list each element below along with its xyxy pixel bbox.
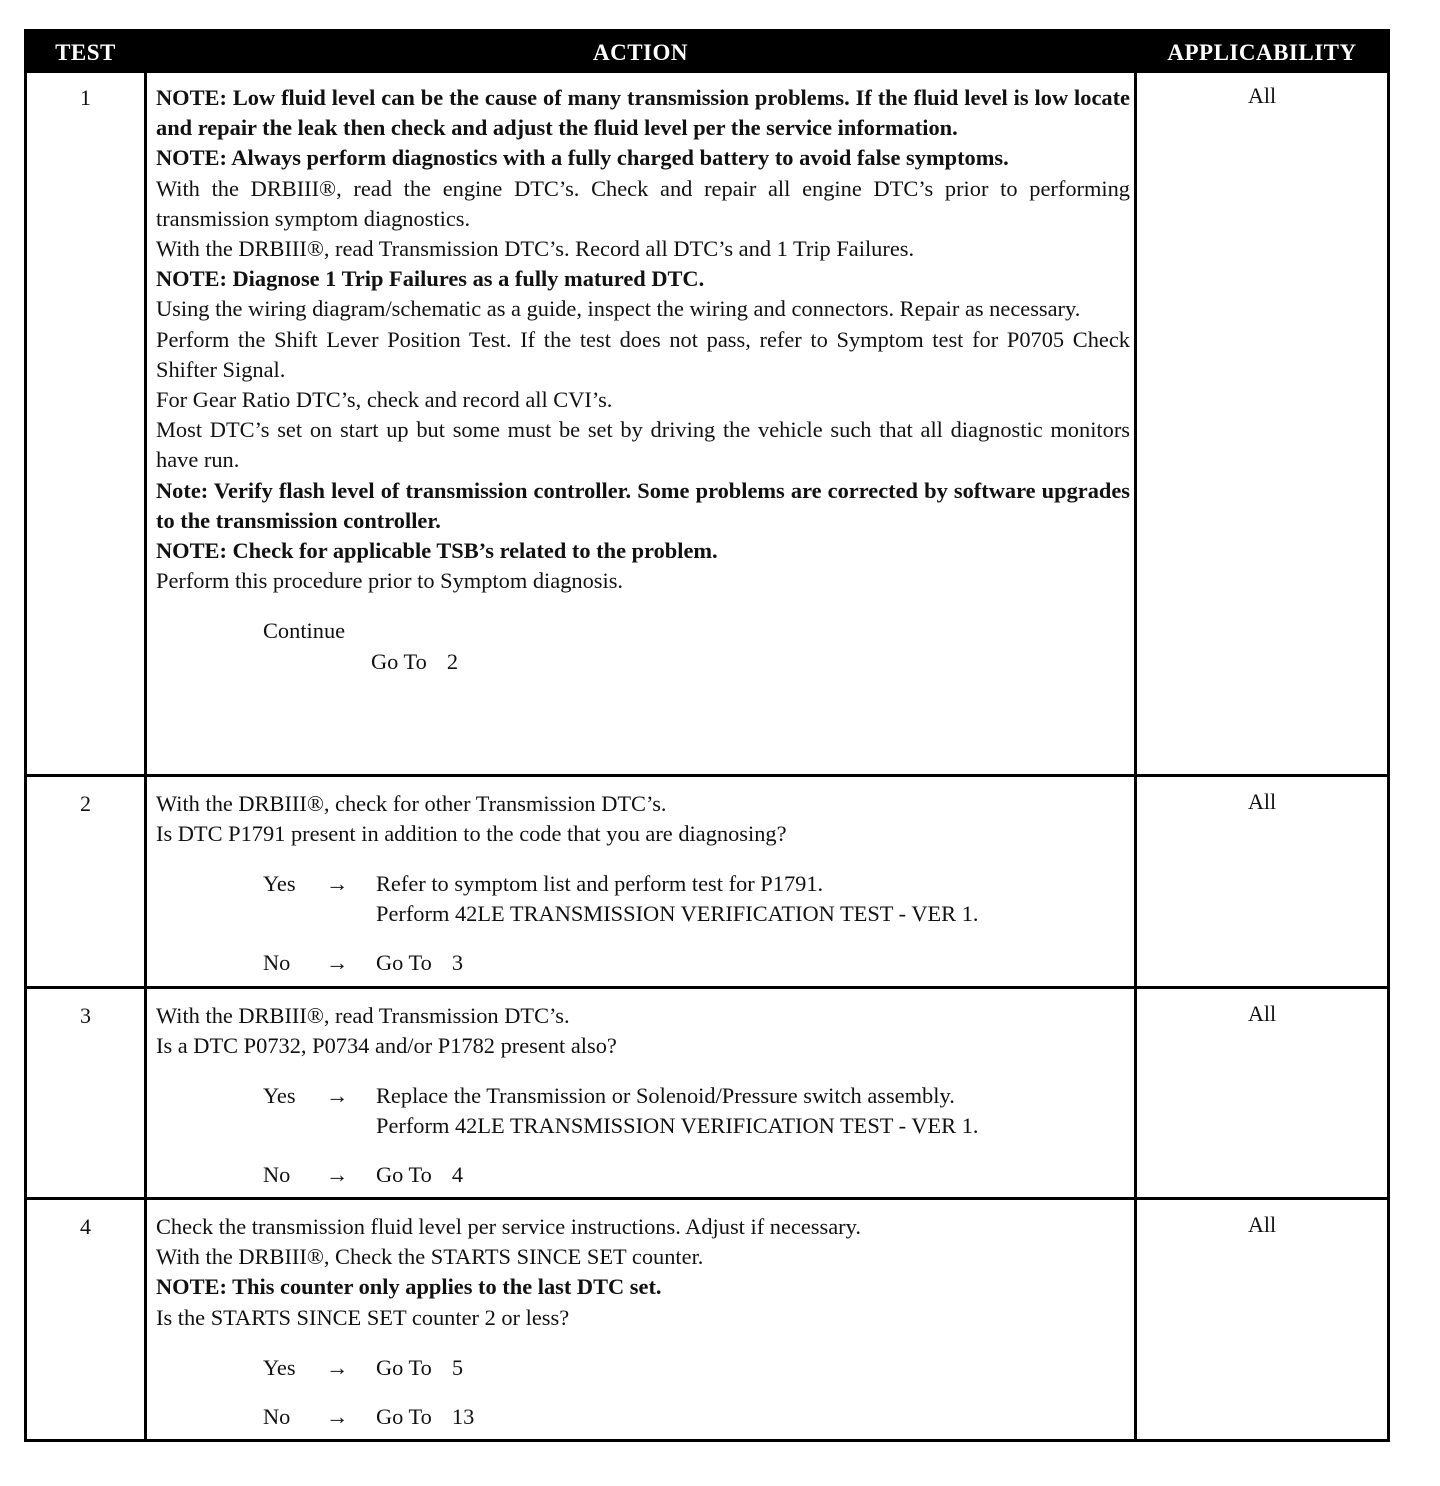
applicability-2: All xyxy=(1247,789,1277,814)
instruction-text: With the DRBIII®, Check the STARTS SINCE SET counter. xyxy=(156,1244,704,1270)
action-cell-2 xyxy=(156,789,1130,978)
table-header xyxy=(27,32,1387,73)
note-text: NOTE: This counter only applies to the last DTC set. xyxy=(156,1274,662,1300)
goto-target: 3 xyxy=(451,950,464,976)
goto-link[interactable] xyxy=(376,1353,463,1383)
note-text: NOTE: Check for applicable TSB’s related to the problem. xyxy=(156,538,718,564)
no-label: No xyxy=(263,1162,291,1188)
applicability-4: All xyxy=(1247,1212,1277,1237)
goto-label: Go To xyxy=(376,1162,432,1188)
instruction-text: Is a DTC P0732, P0734 and/or P1782 present also? xyxy=(156,1033,617,1059)
note-text: NOTE: Diagnose 1 Trip Failures as a fully matured DTC. xyxy=(156,266,705,292)
instruction-text: With the DRBIII®, read Transmission DTC’s. xyxy=(156,1003,570,1028)
test-number-4: 4 xyxy=(80,1214,91,1239)
applicability-3: All xyxy=(1247,1001,1277,1026)
goto-target: 2 xyxy=(446,648,459,674)
instruction-text: Is DTC P1791 present in addition to the code that you are diagnosing? xyxy=(156,821,787,847)
goto-target: 4 xyxy=(451,1162,464,1188)
spacer xyxy=(156,1061,1130,1081)
header-test: TEST xyxy=(55,40,116,65)
no-label: No xyxy=(263,1403,291,1429)
no-branch[interactable] xyxy=(156,948,1130,978)
action-cell-4 xyxy=(156,1212,1130,1432)
arrow-right-icon: → xyxy=(326,1354,349,1380)
yes-branch[interactable] xyxy=(156,1081,1130,1141)
spacer xyxy=(156,849,1130,869)
instruction-text: Perform this procedure prior to Symptom diagnosis. xyxy=(156,568,624,594)
goto-label: Go To xyxy=(376,1354,432,1380)
action-cell-1 xyxy=(156,83,1130,677)
row-divider-2 xyxy=(27,986,1387,989)
goto-link[interactable] xyxy=(156,647,1130,677)
instruction-text: With the DRBIII®, check for other Transmission DTC’s. xyxy=(156,791,667,816)
header-applicability: APPLICABILITY xyxy=(1167,40,1357,65)
note-text: NOTE: Always perform diagnostics with a fully charged battery to avoid false symptoms. xyxy=(156,145,1009,171)
instruction-text: For Gear Ratio DTC’s, check and record all CVI’s. xyxy=(156,387,613,413)
spacer xyxy=(156,1383,1130,1402)
spacer xyxy=(156,596,1130,616)
goto-link[interactable] xyxy=(376,948,463,978)
yes-branch[interactable] xyxy=(156,869,1130,929)
row-divider-3 xyxy=(27,1197,1387,1200)
arrow-right-icon: → xyxy=(326,1403,349,1429)
instruction-text: Using the wiring diagram/schematic as a guide, inspect the wiring and connectors. Repair as necessary. xyxy=(156,296,1081,322)
goto-label: Go To xyxy=(376,1403,432,1429)
goto-link[interactable] xyxy=(376,1160,463,1190)
instruction-text: With the DRBIII®, read the engine DTC’s. Check and repair all engine DTC’s prior to performing transmission symptom diagnostics. xyxy=(156,175,1130,231)
note-text: Note: Verify flash level of transmission controller. Some problems are corrected by software upgrades to the transmission controller. xyxy=(156,477,1130,533)
instruction-text: Check the transmission fluid level per service instructions. Adjust if necessary. xyxy=(156,1214,861,1239)
diagnostic-table xyxy=(24,29,1390,1442)
yes-result: Perform 42LE TRANSMISSION VERIFICATION TEST - VER 1. xyxy=(376,901,979,927)
header-action: ACTION xyxy=(592,40,688,65)
arrow-right-icon: → xyxy=(326,1083,349,1109)
yes-branch[interactable] xyxy=(156,1353,1130,1383)
no-branch[interactable] xyxy=(156,1160,1130,1190)
column-divider-test xyxy=(144,73,147,1439)
applicability-1: All xyxy=(1247,83,1277,108)
no-branch[interactable] xyxy=(156,1402,1130,1432)
test-number-3: 3 xyxy=(80,1003,91,1028)
goto-target: 13 xyxy=(451,1403,475,1429)
goto-link[interactable] xyxy=(376,1402,474,1432)
continue-label: Continue xyxy=(263,618,346,644)
instruction-text: Perform the Shift Lever Position Test. If the test does not pass, refer to Symptom test for P0705 Check Shifter Signal. xyxy=(156,326,1130,382)
spacer xyxy=(156,929,1130,948)
instruction-text: With the DRBIII®, read Transmission DTC’s. Record all DTC’s and 1 Trip Failures. xyxy=(156,236,915,262)
note-text: NOTE: Low fluid level can be the cause of many transmission problems. If the fluid level is low locate and repair the leak then check and adjust the fluid level per the service information. xyxy=(156,85,1130,141)
yes-label: Yes xyxy=(263,871,296,897)
instruction-text: Is the STARTS SINCE SET counter 2 or less? xyxy=(156,1304,570,1330)
test-number-2: 2 xyxy=(80,791,91,816)
instruction-text: Most DTC’s set on start up but some must be set by driving the vehicle such that all diagnostic monitors have run. xyxy=(156,417,1130,473)
no-label: No xyxy=(263,950,291,976)
yes-label: Yes xyxy=(263,1083,296,1109)
yes-result: Perform 42LE TRANSMISSION VERIFICATION TEST - VER 1. xyxy=(376,1113,979,1139)
spacer xyxy=(156,1141,1130,1160)
arrow-right-icon: → xyxy=(326,1162,349,1188)
action-cell-3 xyxy=(156,1001,1130,1190)
spacer xyxy=(156,1333,1130,1353)
yes-result: Replace the Transmission or Solenoid/Pressure switch assembly. xyxy=(376,1083,955,1109)
yes-label: Yes xyxy=(263,1354,296,1380)
arrow-right-icon: → xyxy=(326,950,349,976)
goto-label: Go To xyxy=(371,648,427,674)
goto-label: Go To xyxy=(376,950,432,976)
goto-target: 5 xyxy=(451,1354,464,1380)
arrow-right-icon: → xyxy=(326,871,349,897)
test-number-1: 1 xyxy=(80,85,91,110)
row-divider-1 xyxy=(27,774,1387,777)
yes-result: Refer to symptom list and perform test for P1791. xyxy=(376,871,824,897)
